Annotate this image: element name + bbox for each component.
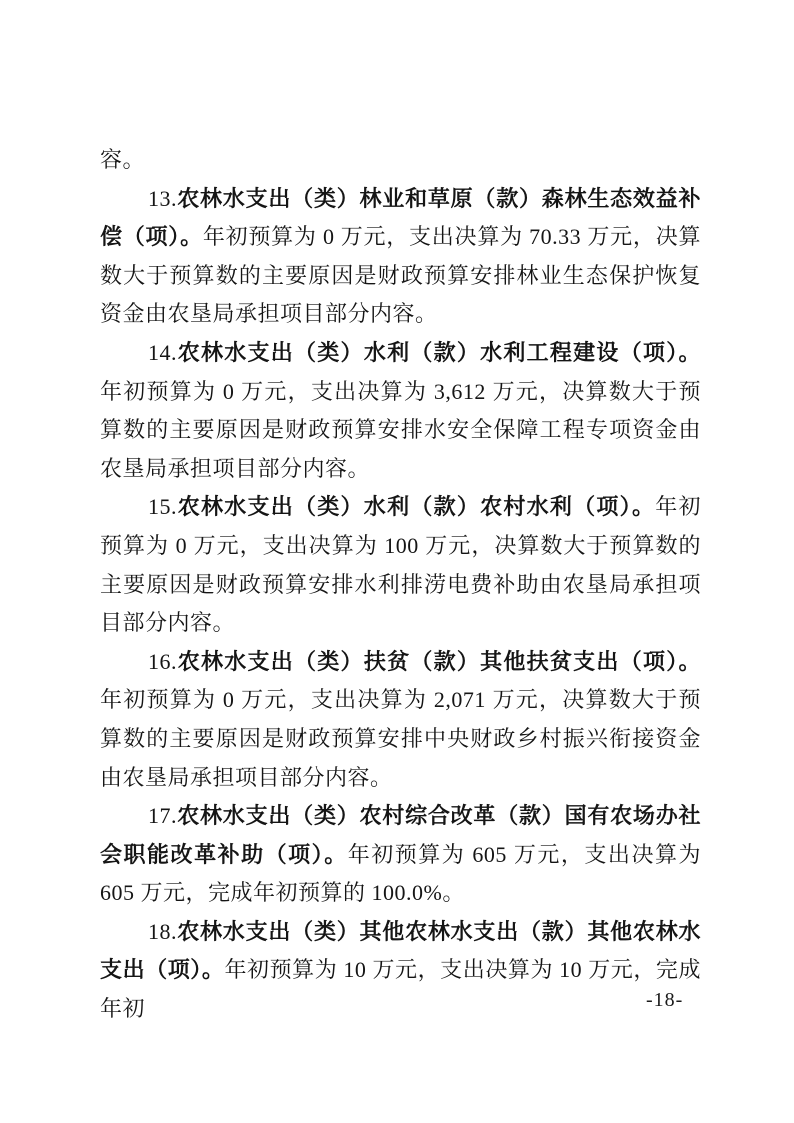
section-paragraph-14 <box>100 334 701 488</box>
paragraph-text: 年初预算为 0 万元，支出决算为 70.33 万元，决算数大于预算数的主要原因是财政预算安排林业生态保护恢复资金由农垦局承担项目部分内容。 <box>100 224 701 327</box>
paragraph-text: 年初预算为 0 万元，支出决算为 100 万元，决算数大于预算数的主要原因是财政预算安排水利排涝电费补助由农垦局承担项目部分内容。 <box>100 494 701 636</box>
paragraph-text: 年初预算为 0 万元，支出决算为 2,071 万元，决算数大于预算数的主要原因是财政预算安排中央财政乡村振兴衔接资金由农垦局承担项目部分内容。 <box>100 687 701 790</box>
section-heading: 农林水支出（类）农村综合改革（款）国有农场办社会职能改革补助（项）。 <box>100 803 701 867</box>
paragraph-text: 容。 <box>100 147 146 172</box>
document-body <box>100 141 701 1029</box>
section-number: 15. <box>147 494 177 520</box>
section-heading: 农林水支出（类）林业和草原（款）森林生态效益补偿（项）。 <box>100 185 701 250</box>
section-number: 16. <box>147 648 177 674</box>
section-paragraph-18 <box>100 913 701 1029</box>
paragraph-text: 年初预算为 10 万元，支出决算为 10 万元，完成年初 <box>100 957 701 1022</box>
section-paragraph-17 <box>100 797 701 913</box>
section-paragraph-13 <box>100 180 701 334</box>
section-number: 13. <box>147 185 177 211</box>
section-heading: 农林水支出（类）水利（款）农村水利（项）。 <box>176 494 656 520</box>
section-number: 14. <box>147 339 177 365</box>
section-paragraph-16 <box>100 643 701 797</box>
page-number: -18- <box>646 989 684 1011</box>
section-heading: 农林水支出（类）扶贫（款）其他扶贫支出（项）。 <box>176 648 701 674</box>
paragraph-text: 年初预算为 605 万元，支出决算为 605 万元，完成年初预算的 100.0%。 <box>100 841 701 906</box>
paragraph-text: 年初预算为 0 万元，支出决算为 3,612 万元，决算数大于预算数的主要原因是财政预算安排水安全保障工程专项资金由农垦局承担项目部分内容。 <box>100 378 701 481</box>
section-heading: 农林水支出（类）其他农林水支出（款）其他农林水支出（项）。 <box>100 918 701 983</box>
section-heading: 农林水支出（类）水利（款）水利工程建设（项）。 <box>176 339 701 365</box>
section-number: 18. <box>147 918 177 944</box>
section-number: 17. <box>147 803 177 829</box>
continuation-paragraph <box>100 141 701 180</box>
section-paragraph-15 <box>100 488 701 642</box>
